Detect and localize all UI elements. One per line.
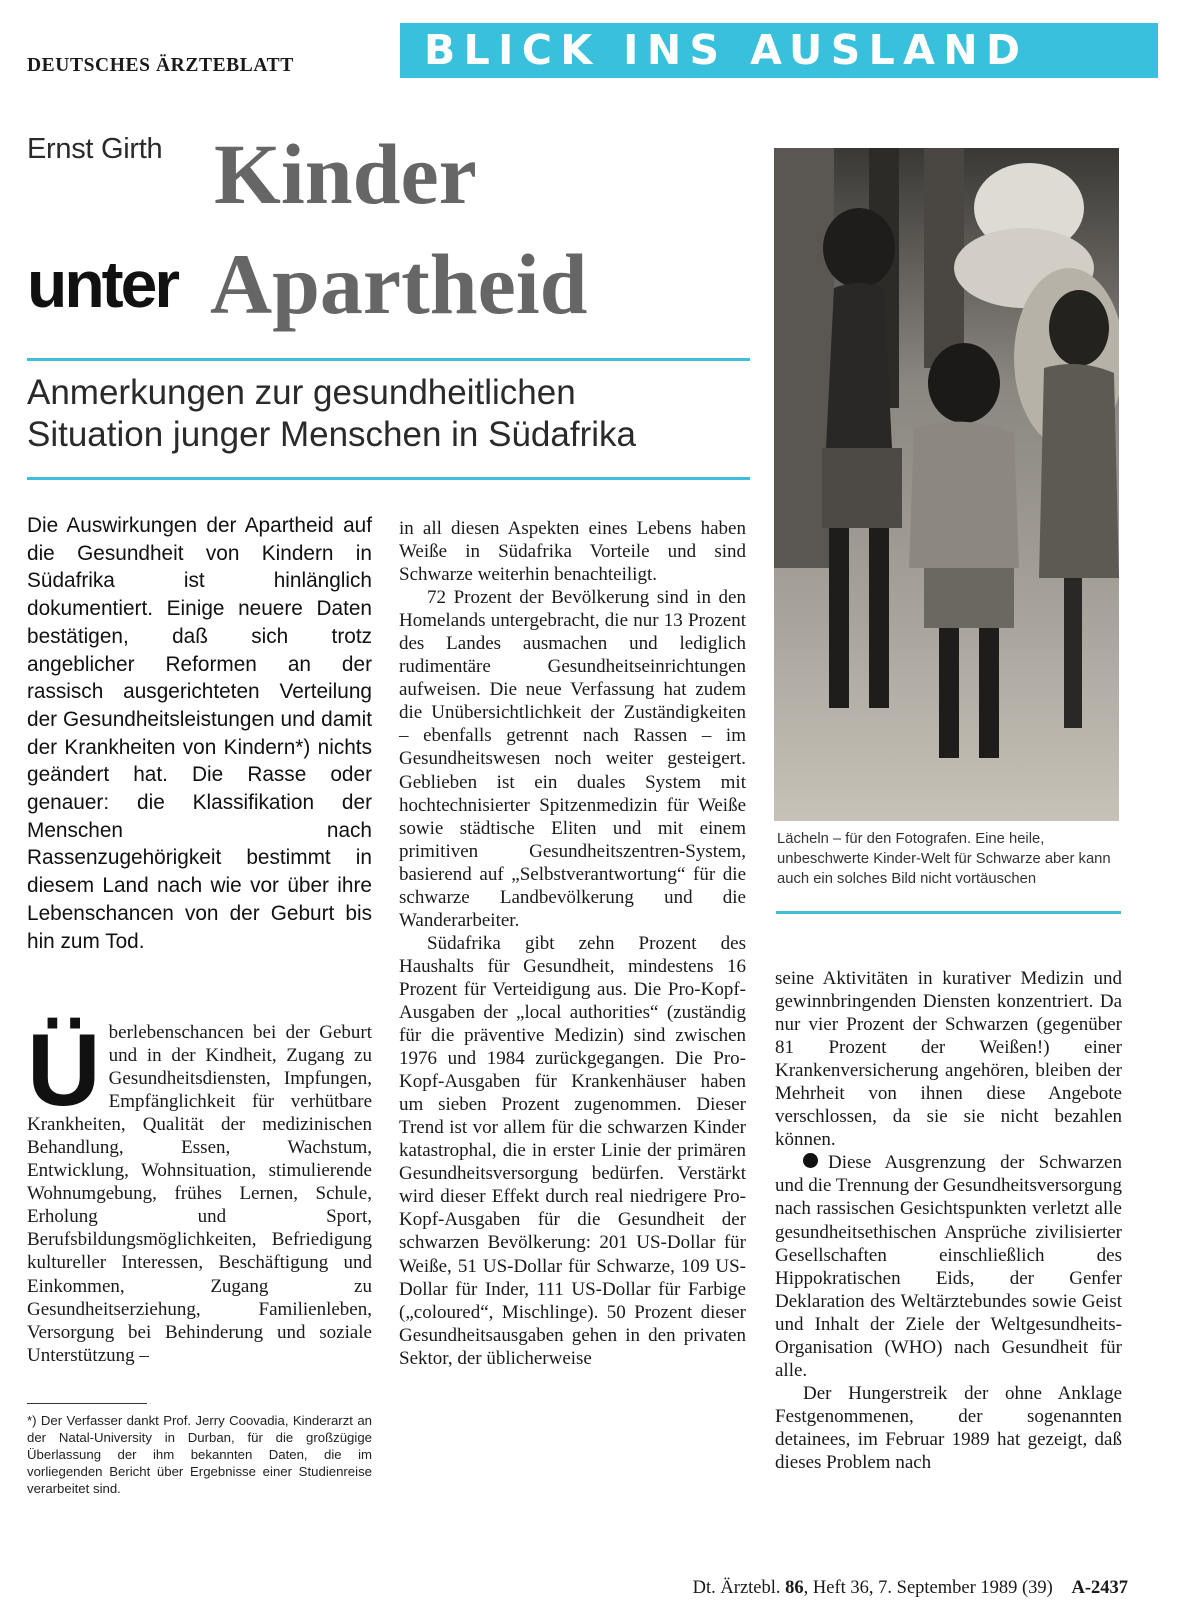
drop-cap: Ü xyxy=(27,1013,101,1127)
bullet-paragraph-text: Diese Ausgrenzung der Schwarzen und die Trennung der Gesundheitsversorgung nach rassischen Gesichtspunkten verletzt alle gesundheitsethischen Ansprüche zivilisierter Gesellschaften einschließlich des Hippokratischen Eids, der Genfer Deklaration des Weltärztebundes sowie Geist und Inhalt der Ziele der Weltgesundheits-Organisation (WHO) nach Gesundheit für alle. xyxy=(775,1152,1122,1381)
article-title-line2-main: Apartheid xyxy=(210,236,588,332)
body-paragraph: Der Hungerstreik der ohne Anklage Festgenommenen, der sogenannten detainees, im Februar 1989 hat gezeigt, daß dieses Problem nach xyxy=(775,1382,1122,1473)
article-photo xyxy=(774,148,1119,821)
body-paragraph: in all diesen Aspekten eines Lebens haben Weiße in Südafrika Vorteile und sind Schwarze weiterhin benachteiligt. xyxy=(399,518,746,586)
photo-caption: Lächeln – für den Fotografen. Eine heile, unbeschwerte Kinder-Welt für Schwarze aber kann auch ein solches Bild nicht vortäuschen xyxy=(777,831,1111,887)
article-title-line1: Kinder xyxy=(214,126,477,222)
children-photo-illustration xyxy=(774,148,1119,821)
citation-volume: 86 xyxy=(785,1578,804,1598)
page-footer xyxy=(693,1578,1128,1599)
citation-issue-date: , Heft 36, 7. September 1989 (39) xyxy=(803,1578,1053,1598)
title-divider-bottom xyxy=(27,477,750,480)
article-subtitle-line1: Anmerkungen zur gesundheitlichen xyxy=(27,373,576,412)
article-subtitle-line2: Situation junger Menschen in Südafrika xyxy=(27,415,636,454)
body-paragraph: berlebenschancen bei der Geburt und in der Kindheit, Zugang zu Gesundheitsdiensten, Impfungen, Empfänglichkeit für verhütbare Krankheiten, Qualität der medizinischen Behandlung, Essen, Wachstum, Entwicklung, Wohnsituation, stimulierende Wohnumgebung, frühes Lernen, Schule, Erholung und Sport, Berufsbildungsmöglichkeiten, Befriedigung kultureller Interessen, Beschäftigung und Einkommen, Zugang zu Gesundheitserziehung, Familienleben, Versorgung bei Behinderung und soziale Unterstützung – xyxy=(27,1022,372,1366)
section-banner-label: BLICK INS AUSLAND xyxy=(424,26,1029,74)
caption-divider xyxy=(776,911,1121,914)
article-title-line2-prefix: unter xyxy=(27,247,177,321)
lead-paragraph: Die Auswirkungen der Apartheid auf die Gesundheit von Kindern in Südafrika ist hinlänglich dokumentiert. Einige neuere Daten bestätigen, daß sich trotz angeblicher Reformen an der rassisch ausgerichteten Verteilung der Gesundheitsleistungen und damit der Krankheiten von Kindern*) nichts geändert hat. Die Rasse oder genauer: die Klassifikation der Menschen nach Rassenzugehörigkeit bestimmt in diesem Land nach wie vor über ihre Lebenschancen von der Geburt bis hin zum Tod. xyxy=(27,514,372,953)
body-column-1 xyxy=(27,1013,372,1367)
body-paragraph: seine Aktivitäten in kurativer Medizin und gewinnbringenden Diensten konzentriert. Da nur vier Prozent der Schwarzen (gegenüber 81 Prozent der Weißen!) einer Krankenversicherung angehören, bleiben der Mehrheit von ihnen diese Angebote verschlossen, da sie sie nicht bezahlen können. xyxy=(775,968,1122,1151)
section-banner xyxy=(400,23,1158,78)
page-number: A-2437 xyxy=(1071,1578,1128,1598)
body-paragraph: 72 Prozent der Bevölkerung sind in den Homelands untergebracht, die nur 13 Prozent des Landes ausmachen und lediglich rudimentäre Gesundheitseinrichtungen aufweisen. Die neue Verfassung hat zudem die Unübersichtlichkeit der Zuständigkeiten – ebenfalls getrennt nach Rassen – im Gesundheitswesen noch weiter gesteigert. Geblieben ist ein duales System mit hochtechnisierter Spitzenmedizin für Weiße sowie städtische Eliten und mit einem primitiven Gesundheitszentren-System, basierend auf „Selbstverantwortung“ für die schwarze Landbevölkerung und die Wanderarbeiter. xyxy=(399,587,746,931)
footnote-divider xyxy=(27,1403,147,1404)
journal-name: DEUTSCHES ÄRZTEBLATT xyxy=(27,55,294,76)
body-paragraph: Südafrika gibt zehn Prozent des Haushalts für Gesundheit, mindestens 16 Prozent für Verteidigung aus. Die Pro-Kopf-Ausgaben der „local authorities“ (zuständig für die präventive Medizin) sind zwischen 1976 und 1984 zurückgegangen. Die Pro-Kopf-Ausgaben für Krankenhäuser haben um sieben Prozent zugenommen. Dieser Trend ist vor allem für die schwarzen Kinder katastrophal, die in erster Linie der primären Gesundheitsversorgung bedürfen. Verstärkt wird dieser Effekt durch real niedrigere Pro-Kopf-Ausgaben für die Gesundheit der schwarzen Bevölkerung: 201 US-Dollar für Weiße, 51 US-Dollar für Schwarze, 109 US-Dollar für Inder, 111 US-Dollar für Farbige („coloured“, Mischlinge). 50 Prozent dieser Gesundheitsausgaben gehen in den privaten Sektor, der üblicherweise xyxy=(399,932,746,1369)
body-column-2 xyxy=(399,517,746,1370)
article-subtitle xyxy=(27,372,787,456)
bullet-icon xyxy=(803,1153,818,1168)
title-divider-top xyxy=(27,358,750,361)
footnote: *) Der Verfasser dankt Prof. Jerry Coovadia, Kinderarzt an der Natal-University in Durban, für die großzügige Überlassung der ihm bekannten Daten, die im vorliegenden Bericht über Ergebnisse einer Studienreise verarbeitet sind. xyxy=(27,1413,372,1496)
citation-journal: Dt. Ärztebl. xyxy=(692,1578,781,1598)
body-column-3 xyxy=(775,967,1122,1474)
body-paragraph xyxy=(775,1151,1122,1381)
author-name: Ernst Girth xyxy=(27,133,163,165)
